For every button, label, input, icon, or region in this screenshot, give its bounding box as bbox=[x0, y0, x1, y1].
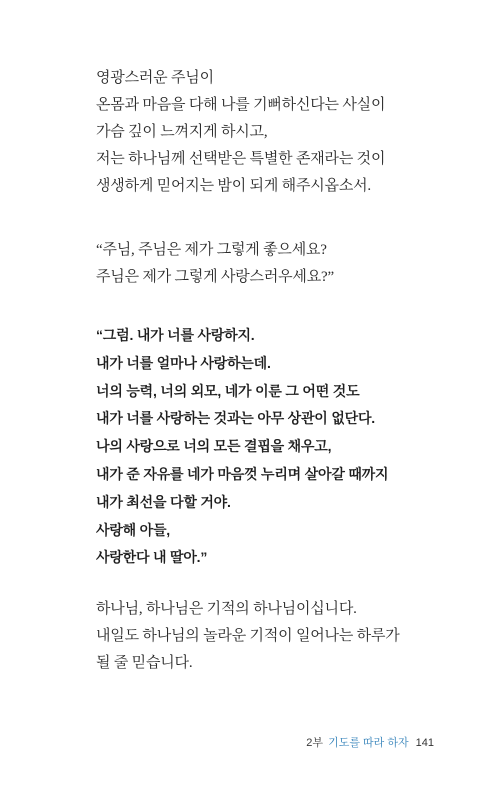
text-line: 저는 하나님께 선택받은 특별한 존재라는 것이 bbox=[96, 151, 386, 167]
text-line: 될 줄 믿습니다. bbox=[96, 655, 193, 671]
text-line: “주님, 주님은 제가 그렇게 좋으세요? bbox=[96, 242, 327, 258]
text-line: 사랑해 아들, bbox=[96, 521, 170, 538]
text-line: 영광스러운 주님이 bbox=[96, 70, 214, 86]
text-line: 내가 최선을 다할 거야. bbox=[96, 493, 231, 510]
text-line: 내가 준 자유를 네가 마음껏 누리며 살아갈 때까지 bbox=[96, 465, 389, 482]
text-line: 나의 사랑으로 너의 모든 결핍을 채우고, bbox=[96, 438, 332, 455]
text-line: 사랑한다 내 딸아.” bbox=[96, 549, 208, 566]
text-line: 내가 너를 얼마나 사랑하는데. bbox=[96, 354, 271, 371]
text-line: 하나님, 하나님은 기적의 하나님이십니다. bbox=[96, 601, 357, 617]
paragraph-answer bbox=[96, 322, 388, 572]
text-line: 내일도 하나님의 놀라운 기적이 일어나는 하루가 bbox=[96, 628, 400, 644]
text-line: 가슴 깊이 느껴지게 하시고, bbox=[96, 124, 268, 140]
text-line: 생생하게 믿어지는 밤이 되게 해주시옵소서. bbox=[96, 178, 371, 194]
text-line: 주님은 제가 그렇게 사랑스러우세요?” bbox=[96, 269, 334, 285]
text-line: 내가 너를 사랑하는 것과는 아무 상관이 없단다. bbox=[96, 410, 375, 427]
paragraph-prayer-1 bbox=[96, 65, 385, 200]
text-line: 온몸과 마음을 다해 나를 기뻐하신다는 사실이 bbox=[96, 97, 386, 113]
page-number: 141 bbox=[415, 737, 434, 749]
text-line: “그럼. 내가 너를 사랑하지. bbox=[96, 327, 255, 343]
page-footer bbox=[306, 734, 434, 750]
text-line: 너의 능력, 너의 외모, 네가 이룬 그 어떤 것도 bbox=[96, 382, 360, 399]
footer-part-label: 2부 bbox=[306, 737, 324, 749]
footer-chapter-title: 기도를 따라 하자 bbox=[328, 737, 409, 749]
paragraph-prayer-2 bbox=[96, 596, 400, 677]
paragraph-question bbox=[96, 237, 334, 291]
